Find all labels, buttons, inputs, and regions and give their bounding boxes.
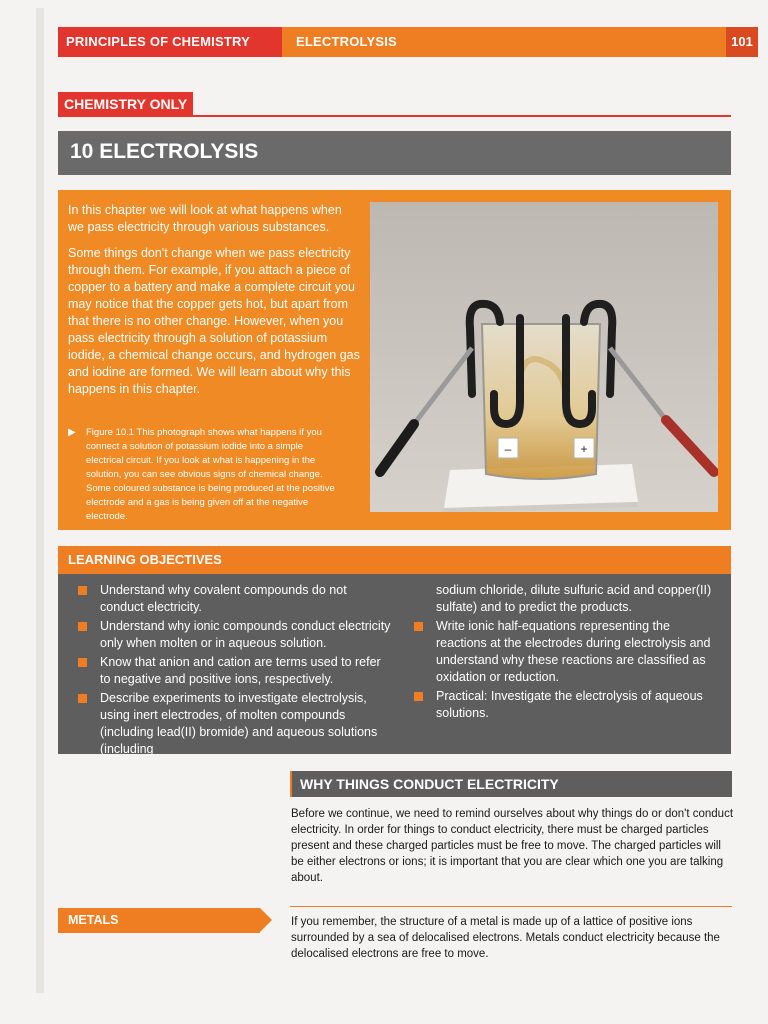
bullet-square-icon bbox=[414, 692, 423, 701]
bullet-square-icon bbox=[78, 658, 87, 667]
objective-item: Describe experiments to investigate electrolysis, using inert electrodes, of molten compounds (including lead(II) bromide) and aqueous solutions (including bbox=[74, 690, 392, 758]
objective-item: Practical: Investigate the electrolysis of aqueous solutions. bbox=[410, 688, 715, 722]
heading-accent bbox=[290, 771, 292, 797]
caption-arrow-icon: ▶ bbox=[68, 427, 76, 438]
intro-box bbox=[58, 190, 731, 530]
why-conduct-text: Before we continue, we need to remind ourselves about why things do or don't conduct electricity. In order for things to conduct electricity, there must be charged particles present and these charged particles must be free to move. The charged particles will be either electrons or ions; it is important that you are clear which one you are talking about. bbox=[291, 808, 734, 884]
figure-caption bbox=[68, 426, 338, 524]
bullet-square-icon bbox=[414, 622, 423, 631]
metals-text: If you remember, the structure of a metal is made up of a lattice of positive ions surrounded by a sea of delocalised electrons. Metals conduct electricity because the delocalised electrons are free to move. bbox=[291, 916, 720, 960]
chapter-title-bar bbox=[58, 131, 731, 175]
metals-heading: METALS bbox=[58, 908, 260, 933]
metals-rule bbox=[290, 906, 732, 907]
tag-arrow-icon bbox=[260, 908, 272, 932]
caption-text: Figure 10.1 This photograph shows what happens if you connect a solution of potassium iodide into a simple electrical circuit. If you look at what is happening in the solution, you can see obvious signs of chemical change. Some coloured substance is being produced at the positive electrode and a gas is being given off at the negative electrode. bbox=[86, 427, 335, 522]
objective-continuation: sodium chloride, dilute sulfuric acid and copper(II) sulfate) and to predict the products. bbox=[436, 583, 712, 614]
intro-paragraph-2: Some things don't change when we pass electricity through them. For example, if you attach a piece of copper to a battery and make a complete circuit you may notice that the copper gets hot, but apart from that there is no other change. However, when you pass electricity through a solution of potassium iodide, a chemical change occurs, and hydrogen gas and iodine are formed. We will learn about why this happens in this chapter. bbox=[68, 246, 360, 396]
tag-rule bbox=[58, 115, 731, 117]
bullet-square-icon bbox=[78, 622, 87, 631]
section-title: PRINCIPLES OF CHEMISTRY bbox=[58, 27, 282, 57]
learning-objectives-heading: LEARNING OBJECTIVES bbox=[58, 546, 731, 574]
bullet-square-icon bbox=[78, 694, 87, 703]
running-header bbox=[58, 27, 758, 57]
positive-label: + bbox=[580, 442, 588, 456]
objective-item: Understand why ionic compounds conduct electricity only when molten or in aqueous solution. bbox=[74, 618, 392, 652]
objective-item: Understand why covalent compounds do not conduct electricity. bbox=[74, 582, 392, 616]
intro-paragraph-1: In this chapter we will look at what happens when we pass electricity through various substances. bbox=[68, 203, 342, 234]
electrolysis-photo bbox=[370, 202, 718, 512]
learning-objectives bbox=[58, 574, 731, 754]
bullet-square-icon bbox=[78, 586, 87, 595]
chapter-title: ELECTROLYSIS bbox=[296, 34, 397, 49]
objectives-left-column bbox=[74, 582, 392, 760]
objectives-right-column bbox=[410, 582, 715, 724]
intro-text bbox=[68, 202, 360, 407]
objective-item: Write ionic half-equations representing the reactions at the electrodes during electrolysis and understand why these reactions are classified as oxidation or reduction. bbox=[410, 618, 715, 686]
objective-item: Know that anion and cation are terms used to refer to negative and positive ions, respectively. bbox=[74, 654, 392, 688]
page-edge bbox=[36, 8, 44, 993]
electrolysis-illustration bbox=[370, 202, 718, 512]
page-number: 101 bbox=[726, 27, 758, 57]
chemistry-only-tag: CHEMISTRY ONLY bbox=[58, 92, 193, 116]
page-title: 10 ELECTROLYSIS bbox=[70, 140, 259, 163]
why-conduct-heading: WHY THINGS CONDUCT ELECTRICITY bbox=[290, 771, 732, 797]
negative-label: – bbox=[504, 442, 512, 456]
